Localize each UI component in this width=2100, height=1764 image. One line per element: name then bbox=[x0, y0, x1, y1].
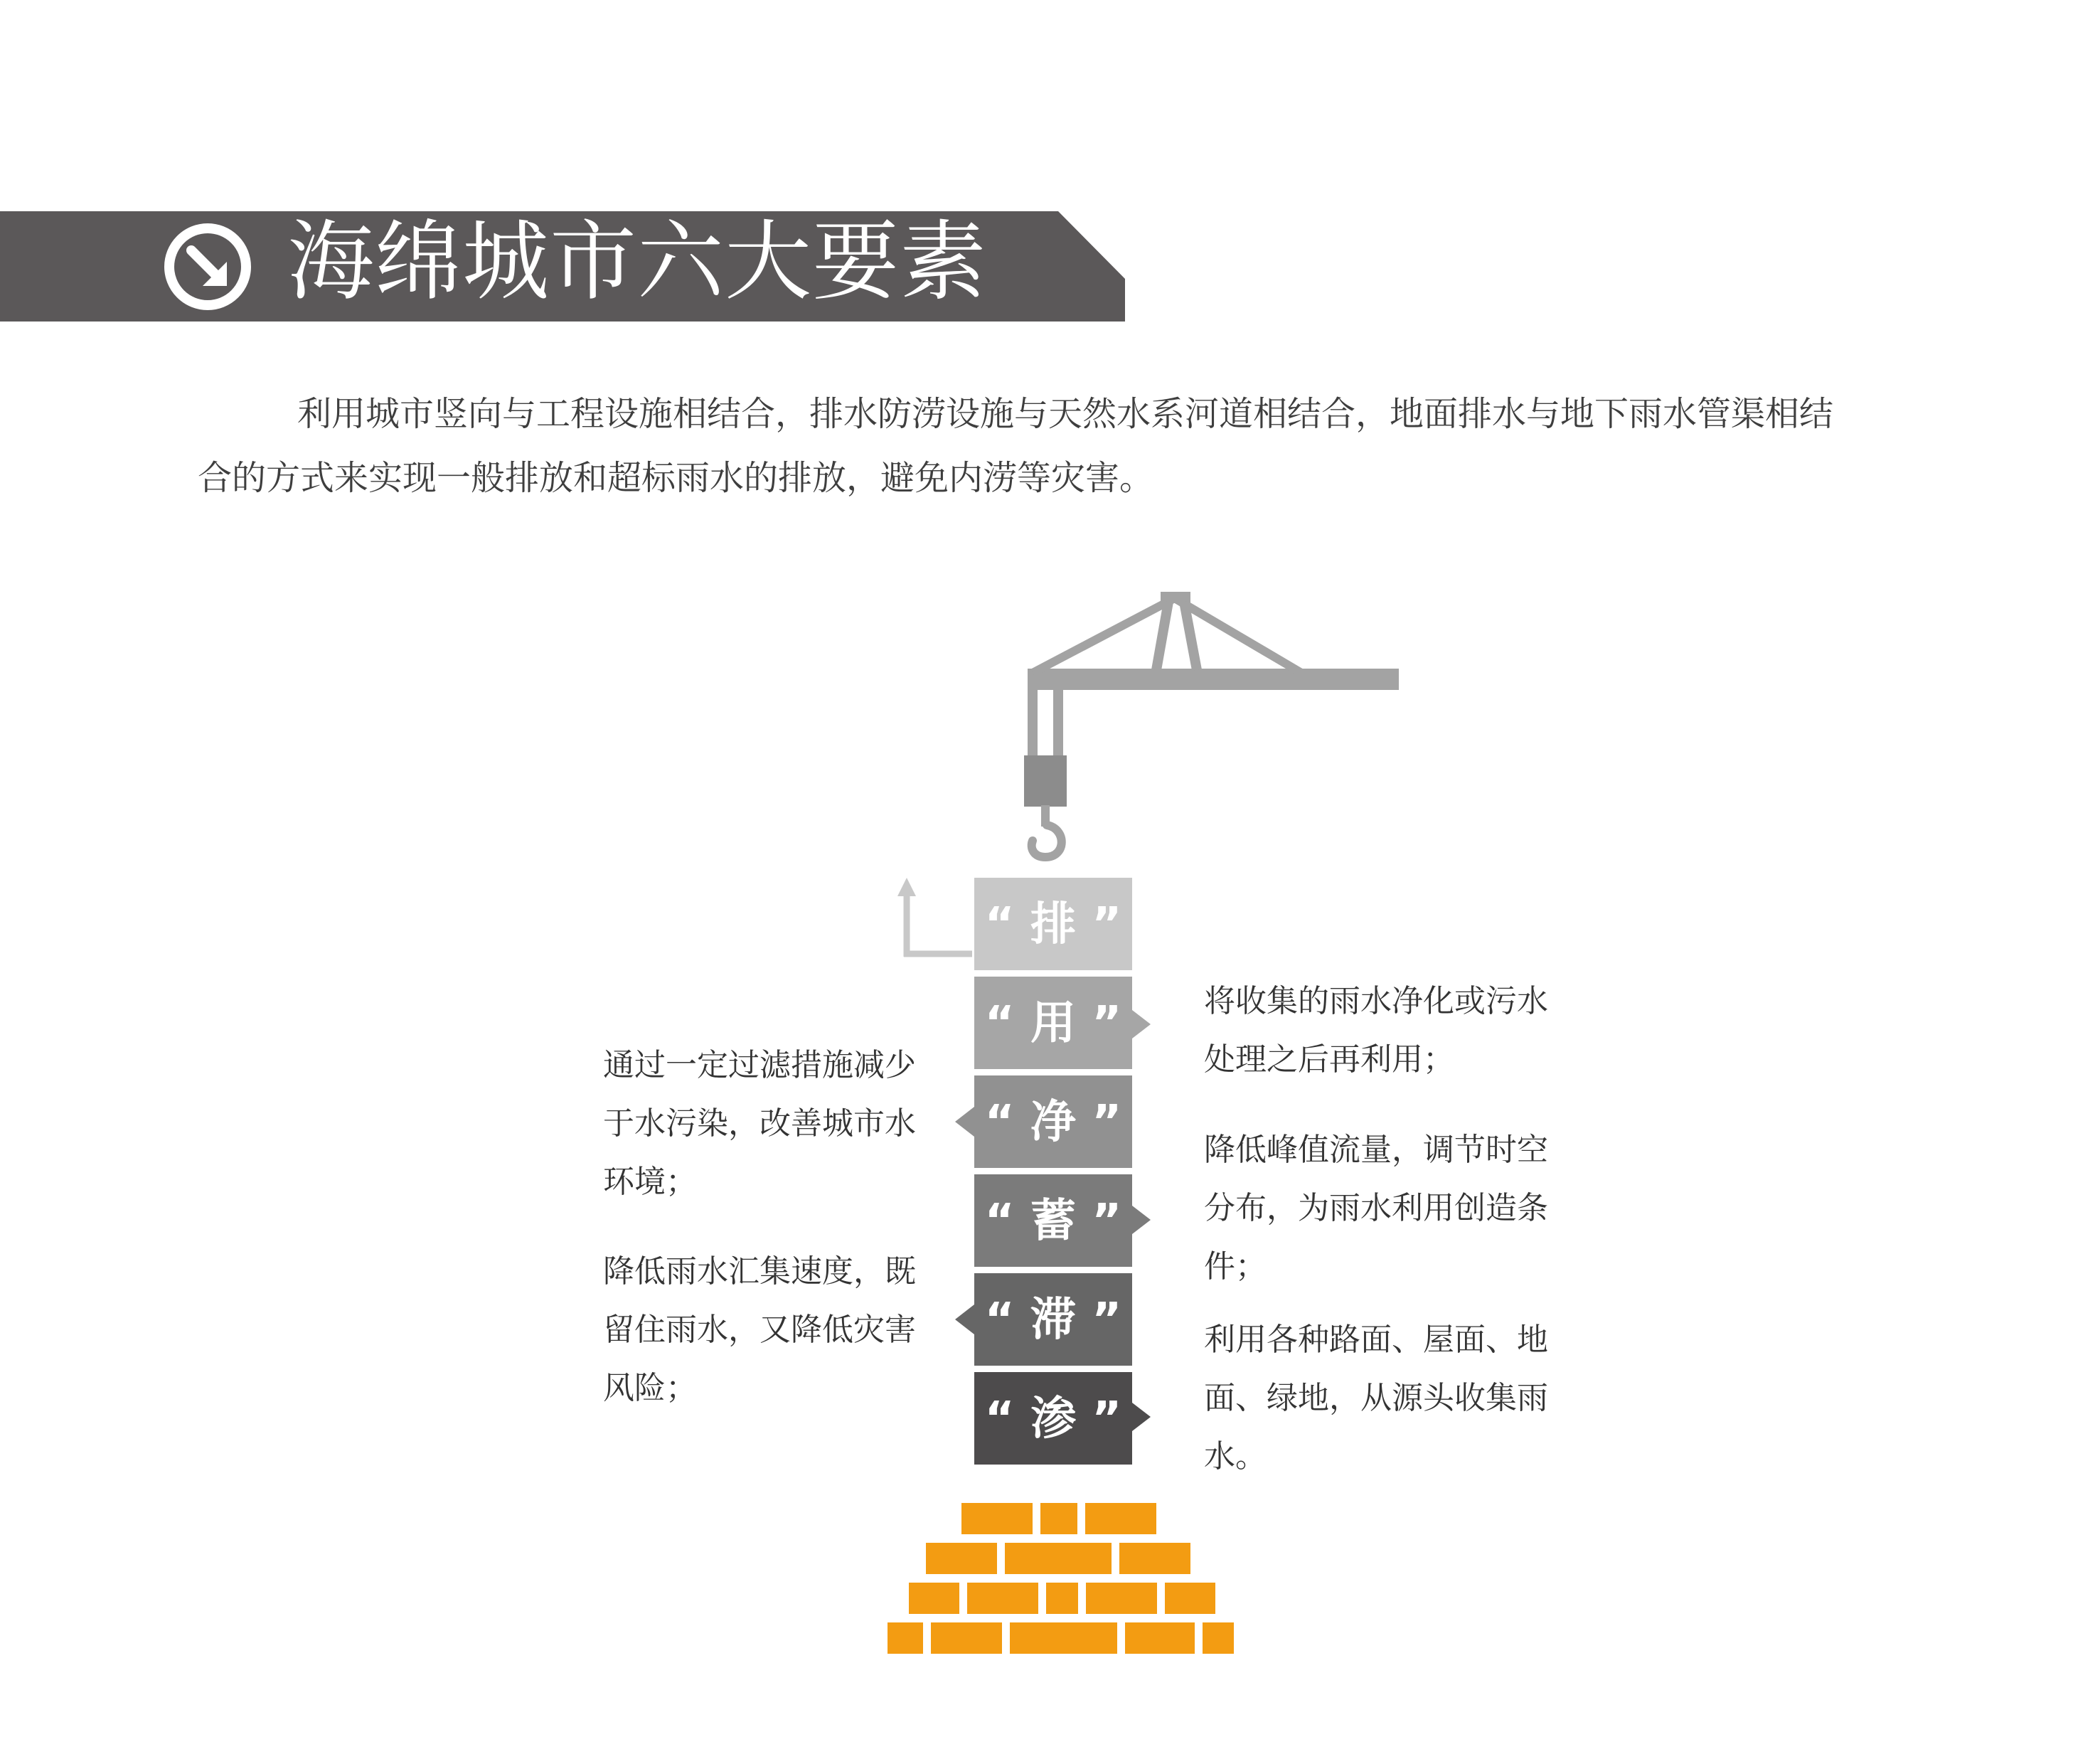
up-arrow-icon bbox=[897, 878, 972, 957]
block-label-shen: “ 渗 ” bbox=[984, 1393, 1122, 1445]
block-label-zhi: “ 滞 ” bbox=[984, 1294, 1122, 1346]
crane-icon bbox=[1024, 592, 1399, 857]
brick-foundation-icon bbox=[888, 1503, 1234, 1654]
pointer-left-jing bbox=[955, 1107, 974, 1137]
block-label-xu: “ 蓄 ” bbox=[984, 1195, 1122, 1248]
block-label-pai: “ 排 ” bbox=[984, 898, 1122, 951]
element-blocks bbox=[974, 878, 1132, 1465]
pointer-right-shen bbox=[1132, 1403, 1151, 1431]
note-zhi: 降低雨水汇集速度，既留住雨水，又降低灾害风险； bbox=[603, 1253, 916, 1406]
intro-paragraph: 利用城市竖向与工程设施相结合，排水防涝设施与天然水系河道相结合，地面排水与地下雨水管渠相结合的方式来实现一般排放和超标雨水的排放，避免内涝等灾害。 bbox=[198, 394, 1834, 498]
pointer-left-zhi bbox=[955, 1305, 974, 1334]
note-xu: 降低峰值流量，调节时空分布，为雨水利用创造条件； bbox=[1204, 1132, 1548, 1285]
pointer-right-xu bbox=[1132, 1206, 1151, 1234]
note-shen: 利用各种路面、屋面、地面、绿地，从源头收集雨水。 bbox=[1204, 1322, 1548, 1475]
page-title: 海绵城市六大要素 bbox=[287, 211, 987, 312]
block-label-yong: “ 用 ” bbox=[984, 997, 1122, 1050]
block-label-jing: “ 净 ” bbox=[984, 1096, 1122, 1149]
note-yong: 将收集的雨水净化或污水处理之后再利用； bbox=[1204, 983, 1548, 1078]
note-jing: 通过一定过滤措施减少于水污染，改善城市水环境； bbox=[603, 1047, 916, 1200]
pointer-right-yong bbox=[1132, 1010, 1151, 1038]
